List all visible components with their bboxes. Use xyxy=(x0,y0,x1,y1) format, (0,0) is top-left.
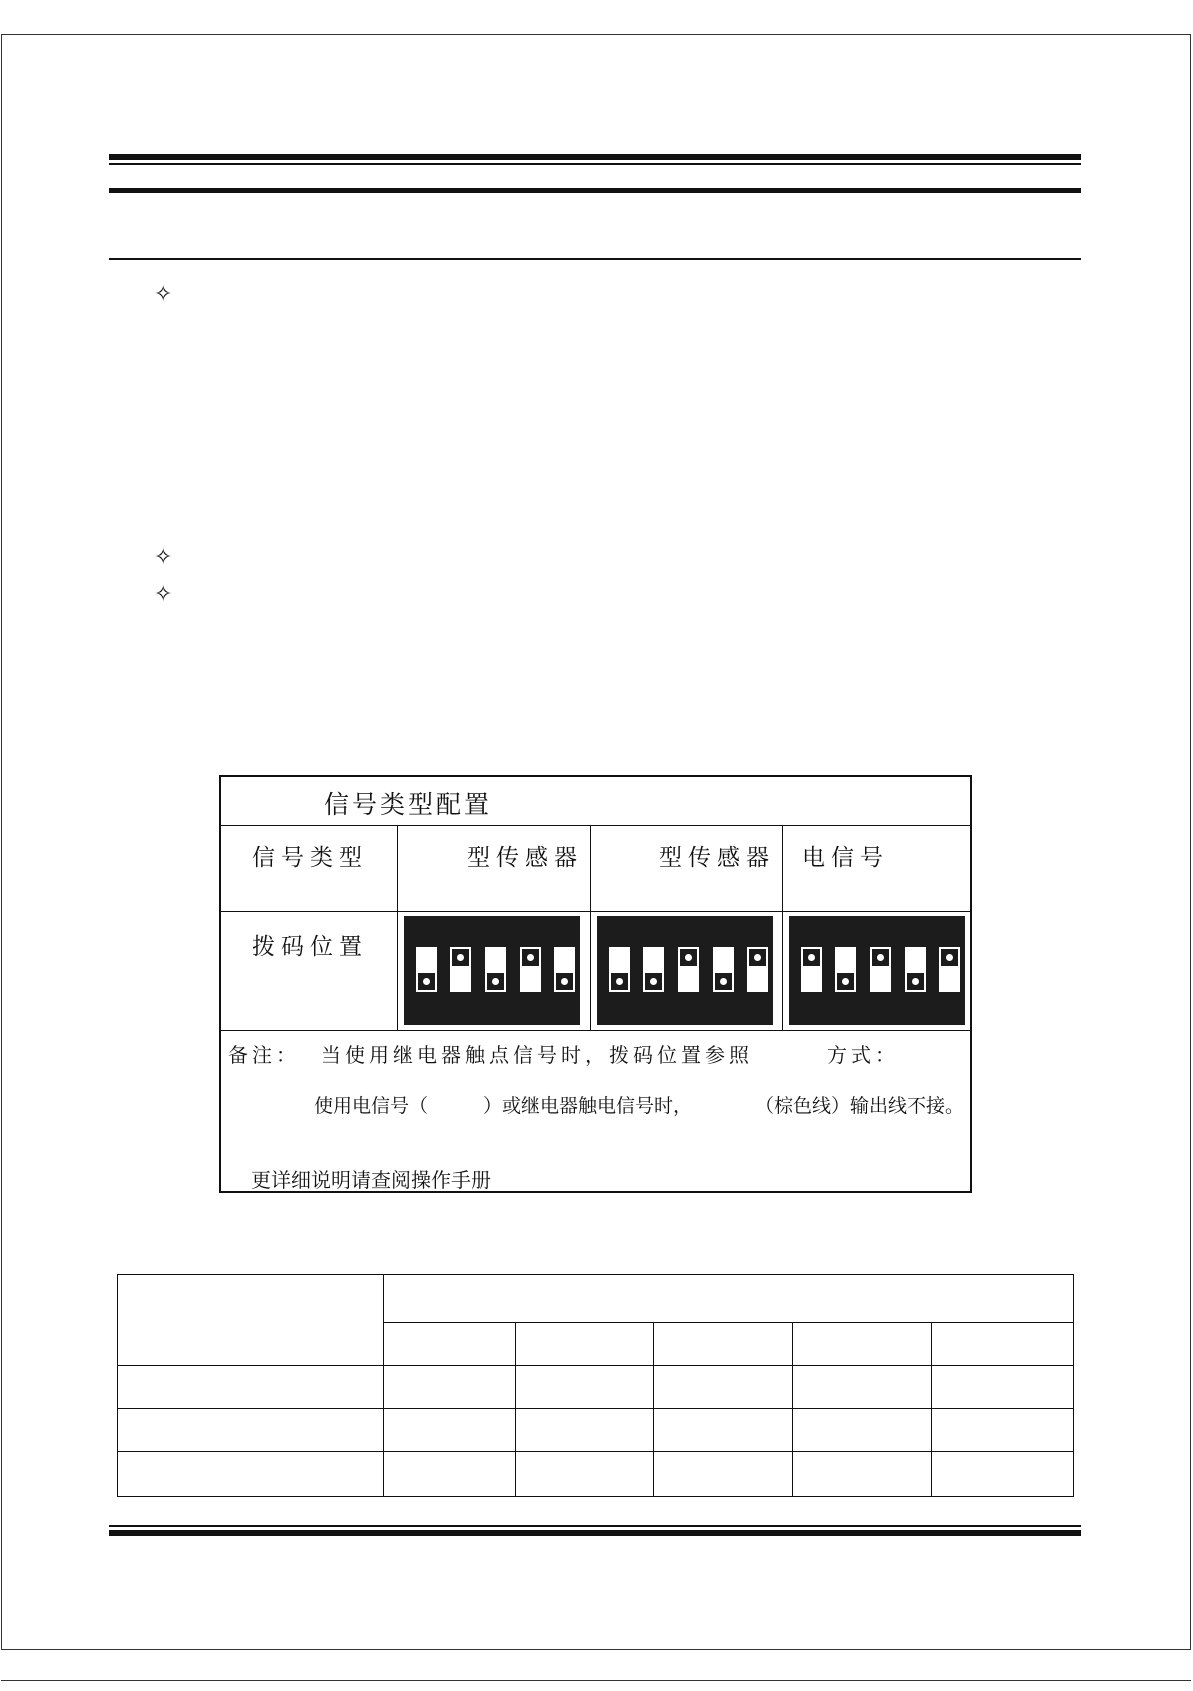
signal-type-label: 信号类型 xyxy=(252,845,368,871)
signal-config-table xyxy=(219,775,972,1193)
row-divider xyxy=(221,1030,970,1031)
dip-knob-up xyxy=(872,949,889,966)
manual-reference: 更详细说明请查阅操作手册 xyxy=(251,1168,491,1192)
dip-knob-up xyxy=(522,949,539,966)
dip-switch-2 xyxy=(643,947,664,992)
dip-switch-1 xyxy=(801,947,822,992)
table-row xyxy=(118,1409,1074,1452)
header-rule-thin xyxy=(109,163,1081,165)
row-divider xyxy=(221,825,970,826)
signal-type-col1: 型传感器 xyxy=(467,845,583,871)
dip-position-label: 拨码位置 xyxy=(252,934,368,960)
col-divider xyxy=(782,825,783,1030)
dip-switch-3 xyxy=(485,947,506,992)
bullet-star-icon: ✧ xyxy=(154,282,173,307)
footer-rule-thick xyxy=(109,1530,1081,1536)
dip-switch-1 xyxy=(416,947,437,992)
next-page-border xyxy=(1,1680,1191,1691)
note-label: 备注： xyxy=(228,1043,300,1067)
dip-knob-up xyxy=(941,949,958,966)
note-line-1: 当使用继电器触点信号时，拨码位置参照 xyxy=(321,1043,753,1067)
dip-knob-down xyxy=(715,973,732,990)
row-divider xyxy=(221,911,970,912)
col-divider xyxy=(397,825,398,1030)
dip-switch-2 xyxy=(450,947,471,992)
dip-switch-block-3 xyxy=(789,916,965,1025)
dip-knob-down xyxy=(907,973,924,990)
section-rule xyxy=(109,258,1081,260)
dip-knob-down xyxy=(645,973,662,990)
dip-knob-up xyxy=(452,949,469,966)
dip-switch-3 xyxy=(678,947,699,992)
dip-switch-3 xyxy=(870,947,891,992)
dip-switch-4 xyxy=(713,947,734,992)
dip-knob-down xyxy=(556,973,573,990)
dip-knob-up xyxy=(803,949,820,966)
header-rule-second xyxy=(109,188,1081,193)
bullet-star-icon: ✧ xyxy=(154,582,173,607)
table-row xyxy=(118,1366,1074,1409)
table-header-cell xyxy=(383,1275,1073,1323)
dip-knob-down xyxy=(837,973,854,990)
dip-switch-5 xyxy=(554,947,575,992)
signal-type-col3: 电信号 xyxy=(802,845,889,871)
dip-knob-up xyxy=(680,949,697,966)
dip-switch-block-2 xyxy=(597,916,773,1025)
dip-switch-4 xyxy=(905,947,926,992)
dip-knob-down xyxy=(611,973,628,990)
dip-knob-down xyxy=(418,973,435,990)
bullet-star-icon: ✧ xyxy=(154,545,173,570)
dip-switch-4 xyxy=(520,947,541,992)
note-line-2b: ）或继电器触电信号时， xyxy=(483,1095,693,1117)
dip-switch-5 xyxy=(747,947,768,992)
dip-switch-block-1 xyxy=(404,916,580,1025)
col-divider xyxy=(590,825,591,1030)
table-header-cell xyxy=(118,1275,384,1366)
spec-table xyxy=(117,1274,1074,1497)
header-rule-thick xyxy=(109,154,1081,160)
dip-switch-5 xyxy=(939,947,960,992)
note-line-1-suffix: 方式： xyxy=(827,1043,899,1067)
dip-switch-1 xyxy=(609,947,630,992)
note-line-2c: （棕色线）输出线不接。 xyxy=(755,1095,965,1117)
footer-rule-thin xyxy=(109,1525,1081,1527)
dip-knob-down xyxy=(487,973,504,990)
signal-config-title: 信号类型配置 xyxy=(324,790,493,819)
signal-type-col2: 型传感器 xyxy=(659,845,775,871)
note-line-2a: 使用电信号（ xyxy=(314,1095,429,1117)
table-row xyxy=(118,1452,1074,1497)
dip-switch-2 xyxy=(835,947,856,992)
dip-knob-up xyxy=(749,949,766,966)
